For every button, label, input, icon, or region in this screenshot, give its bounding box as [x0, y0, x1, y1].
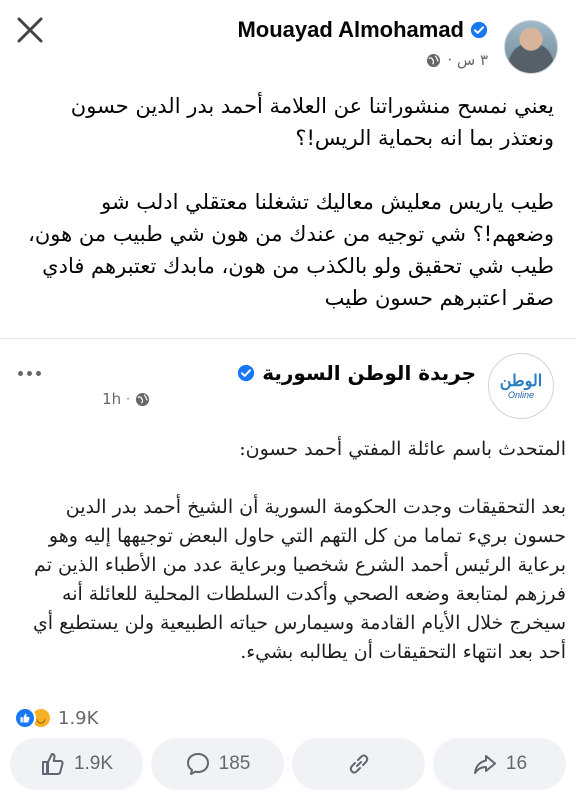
globe-icon [135, 392, 150, 407]
verified-badge-icon [470, 21, 488, 39]
share-count: 16 [505, 753, 528, 774]
logo-text-en: Online [507, 389, 534, 400]
action-bar [0, 738, 576, 794]
post-body [22, 90, 554, 314]
author-name[interactable]: Mouayad Almohamad [237, 17, 464, 42]
like-button[interactable] [10, 738, 143, 790]
separator-dot: · [126, 392, 130, 406]
like-icon [14, 707, 36, 729]
page-name-row [237, 359, 476, 387]
page-avatar[interactable] [488, 353, 554, 419]
haha-icon: ◡ [30, 707, 52, 729]
author-avatar[interactable] [504, 20, 558, 74]
share-icon [472, 751, 498, 777]
comment-icon [185, 751, 211, 777]
post-time[interactable]: ٣ س · [447, 51, 488, 69]
post-paragraph: يعني نمسح منشوراتنا عن العلامة أحمد بدر الدين حسون ونعتذر بما انه بحماية الريس!؟ [70, 94, 554, 150]
author-row [237, 16, 488, 44]
link-icon [346, 751, 372, 777]
like-count: 1.9K [73, 753, 114, 774]
globe-icon [426, 53, 441, 68]
shared-post-meta [102, 389, 150, 409]
post-paragraph: طيب ياريس معليش معاليك تشغلنا معتقلي ادلب شو وضعهم!؟ شي توجيه من عندك من هون شي طبيب من هون، طيب شي تحقيق ولو بالكذب من هون، مابدك تعتبرهم فادي صقر اعتبرهم حسون طيب [28, 190, 554, 310]
close-icon[interactable] [14, 14, 46, 46]
shared-post-time[interactable]: 1h [102, 390, 122, 408]
thumbs-up-icon [40, 751, 66, 777]
shared-post-body [10, 435, 566, 667]
reactions-summary[interactable] [14, 704, 98, 732]
share-button[interactable] [433, 738, 566, 790]
comment-count: 185 [218, 753, 251, 774]
shared-post-card[interactable] [0, 338, 576, 726]
page-name[interactable]: جريدة الوطن السورية [262, 361, 476, 385]
post-header [0, 0, 576, 90]
post-meta [426, 50, 488, 70]
shared-paragraph: بعد التحقيقات وجدت الحكومة السورية أن الشيخ أحمد بدر الدين حسون بريء تماما من كل التهم التي حاول البعض توجيهها إليه وهو برعاية الرئيس أحمد الشرع شخصيا وبرعاية عدد من الأطباء الذين تم فرزهم لمتابعة وضعه الصحي وأكدت السلطات المحلية للعائلة أنه سيخرج خلال الأيام القادمة وسيمارس حياته الطبيعية ولن يستطيع أي أحد بعد انتهاء التحقيقات أن يطالبه بشيء. [32, 496, 566, 663]
verified-badge-icon [237, 364, 255, 382]
link-button[interactable] [292, 738, 425, 790]
more-options-icon[interactable] [18, 361, 50, 375]
shared-heading: المتحدث باسم عائلة المفتي أحمد حسون: [239, 438, 566, 460]
reaction-count: 1.9K [58, 707, 99, 729]
comment-button[interactable] [151, 738, 284, 790]
logo-text-ar: الوطن [499, 370, 543, 390]
